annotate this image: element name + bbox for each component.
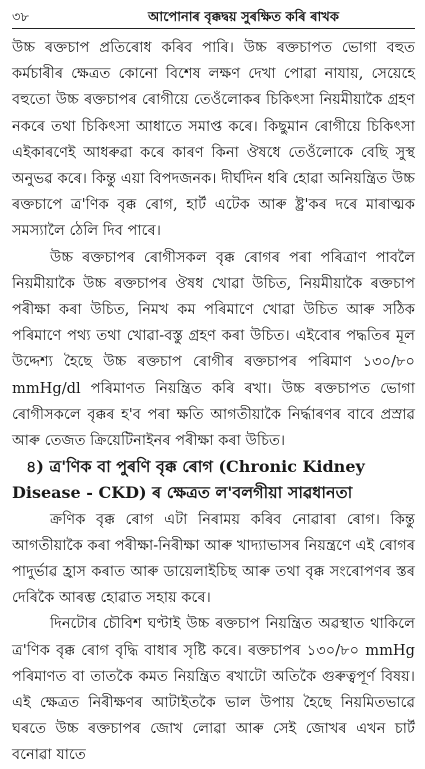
paragraph-2: উচ্চ ৰক্তচাপৰ ৰোগীসকল বৃক্ক ৰোগৰ পৰা পৰিত্ৰাণ পাবলৈ নিয়মীয়াকৈ উচ্চ ৰক্তচাপৰ ঔষধ খোৱা উচিত, নিয়মীয়াকৈ ৰক্তচাপ পৰীক্ষা কৰা উচিত, নিমখ কম পৰিমাণে খোৱা উচিত আৰু সঠিক পৰিমাণে পথ্য তথা খোৱা-বস্তু গ্ৰহণ কৰা উচিত। এইবোৰ পদ্ধতিৰ মূল উদ্দেশ্য হৈছে উচ্চ ৰক্তচাপ ৰোগীৰ ৰক্তচাপৰ পৰিমাণ ১৩০/৮০ mmHg/dl পৰিমাণত নিয়ন্ত্ৰিত কৰি ৰখা। উচ্চ ৰক্তচাপত ভোগা ৰোগীসকলে বৃক্কৰ হ'ব পৰা ক্ষতি আগতীয়াকৈ নিৰ্দ্ধাৰণৰ বাবে প্ৰস্ৰাৱ আৰু তেজত ক্ৰিয়েটিনাইনৰ পৰীক্ষা কৰা উচিত। — [12, 248, 415, 450]
running-title: আপোনাৰ বৃক্কদ্বয় সুৰক্ষিত কৰি ৰাখক — [148, 10, 339, 25]
paragraph-4: দিনটোৰ চৌবিশ ঘণ্টাই উচ্চ ৰক্তচাপ নিয়ন্ত্ৰিত অৱস্থাত থাকিলে ত্ৰ'ণিক বৃক্ক ৰোগ বৃদ্ধি বাধাৰ সৃষ্টি কৰে। ৰক্তচাপৰ ১৩০/৮০ mmHg পৰিমাণত বা তাতকৈ কমত নিয়ন্ত্ৰিত ৰখাটো অতিকৈ গুৰুত্বপূৰ্ণ বিষয়। এই ক্ষেত্ৰত নিৰীক্ষণৰ আটাইতকৈ ভাল উপায় হৈছে নিয়মিতভাৱে ঘৰতে উচ্চ ৰক্তচাপৰ জোখ লোৱা আৰু সেই জোখৰ এখন চাৰ্ট বনোৱা যাতে — [12, 615, 415, 764]
page-number: ৩৮ — [12, 10, 29, 25]
section-heading: ৪) ত্ৰ'ণিক বা পুৰণি বৃক্ক ৰোগ (Chronic Kidney Disease - CKD) ৰ ক্ষেত্ৰত ল'বলগীয়া সাৱধানতা — [12, 457, 365, 503]
page-body — [12, 35, 415, 769]
paragraph-1: উচ্চ ৰক্তচাপ প্ৰতিৰোধ কৰিব পাৰি। উচ্চ ৰক্তচাপত ভোগা বহুত কৰ্মচাৰীৰ ক্ষেত্ৰত কোনো বিশেষ লক্ষণ দেখা পোৱা নাযায়, সেয়েহে বহুতো উচ্চ ৰক্তচাপৰ ৰোগীয়ে তেওঁলোকৰ চিকিৎসা নিয়মীয়াকৈ গ্ৰহণ নকৰে তথা চিকিৎসা আধাতে সমাপ্ত কৰে। কিছুমান ৰোগীয়ে চিকিৎসা এইকাৰণেই আধৰুৱা কৰে কাৰণ কিনা ঔষধে তেওঁলোকে বেছি সুস্থ অনুভৱ কৰে। কিন্তু এয়া বিপদজনক। দীৰ্ঘদিন ধৰি হোৱা অনিয়ন্ত্ৰিত উচ্চ ৰক্তচাপে ত্ৰ'ণিক বৃক্ক ৰোগ, হাৰ্ট এটেক আৰু ষ্ট্ৰ'কৰ দৰে মাৰাত্মক সমস্যালৈ ঠেলি দিব পাৰে। — [12, 39, 415, 240]
page-header — [12, 8, 415, 29]
paragraph-3: ক্ৰণিক বৃক্ক ৰোগ এটা নিৰাময় কৰিব নোৱাৰা ৰোগ। কিন্তু আগতীয়াকৈ কৰা পৰীক্ষা-নিৰীক্ষা আৰু খাদ্যাভাসৰ নিয়ন্ত্ৰণে এই ৰোগৰ পাদুৰ্ভাৱ হ্ৰাস কৰাত আৰু ডায়েলাইচিছ আৰু তথা বৃক্ক সংৰোপণৰ স্তৰ দেৰিকৈ আৰম্ভ হোৱাত সহায় কৰে। — [12, 510, 415, 607]
